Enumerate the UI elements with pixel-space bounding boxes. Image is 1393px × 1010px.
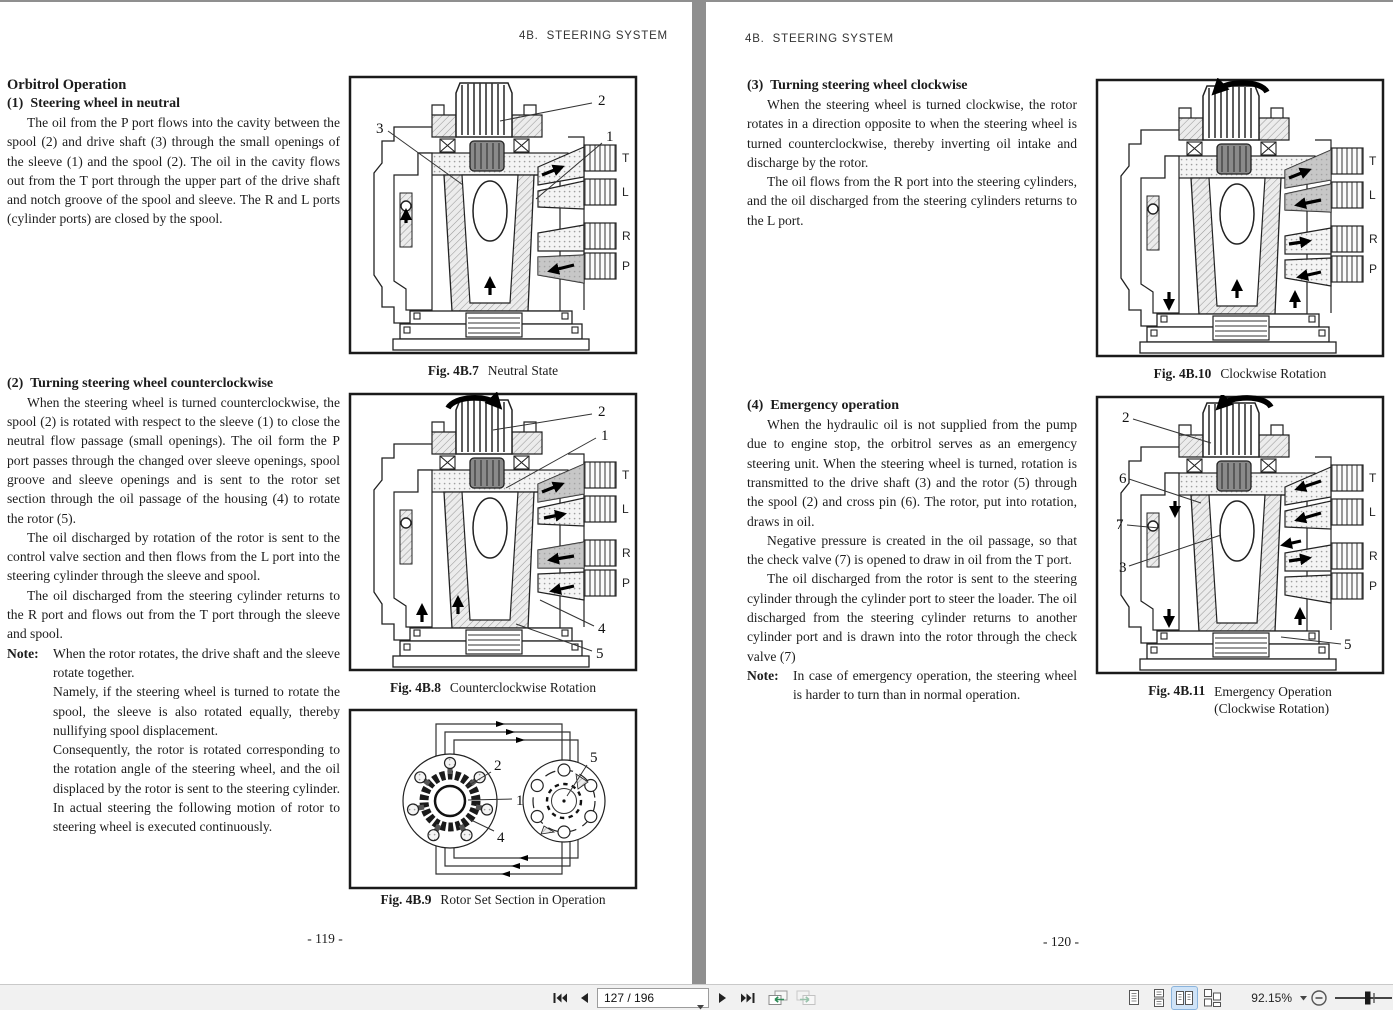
callout-1: 1	[601, 428, 609, 444]
zoom-slider-graphic	[1334, 987, 1393, 1009]
next-page-button[interactable]	[714, 987, 732, 1009]
page-number-120: - 120 -	[1043, 934, 1079, 949]
zoom-out-button[interactable]	[1309, 987, 1329, 1009]
figure-4b7	[348, 75, 638, 355]
callout-5: 5	[590, 750, 598, 766]
caption-text: Neutral State	[487, 363, 559, 378]
port-r-label: R	[1369, 232, 1378, 246]
note-body	[53, 644, 340, 837]
s3-paragraph-1: When the steering wheel is turned clockwise, the rotor rotates in a direction opposite to when the steering wheel is turned counterclockwise, thereby inverting oil intake and discharge by the rotor.	[747, 97, 1077, 170]
callout-3: 3	[376, 121, 384, 137]
zoom-slider-handle	[1365, 992, 1371, 1005]
figure-4b10	[1095, 78, 1385, 358]
zoom-slider[interactable]	[1334, 987, 1393, 1009]
document-page-119	[0, 2, 692, 984]
callout-2: 2	[1122, 410, 1130, 426]
callout-2: 2	[598, 404, 606, 420]
next-view-icon	[795, 989, 817, 1007]
port-t-label: T	[622, 468, 630, 482]
two-page-view-button[interactable]	[1172, 987, 1197, 1009]
figure-4b11-drawing	[1095, 395, 1385, 675]
caption-label: Fig. 4B.11	[1148, 683, 1206, 698]
two-page-view-icon	[1174, 988, 1195, 1008]
single-page-view-icon	[1124, 988, 1144, 1008]
s1-heading: (1) Steering wheel in neutral	[7, 96, 181, 111]
previous-view-icon	[767, 989, 789, 1007]
s4-paragraph-3: The oil discharged from the rotor is sent to the steering cylinder through the cylinder port to steer the loader. The oil discharged from the steering cylinder returns to another cylinder port and is drawn into the rotor through the check valve (7)	[747, 571, 1077, 664]
port-p-label: P	[622, 576, 631, 590]
callout-5: 5	[596, 646, 604, 662]
figure-4b7-caption	[348, 363, 638, 379]
s3-heading: (3) Turning steering wheel clockwise	[747, 78, 968, 93]
caption-text: Counterclockwise Rotation	[449, 680, 597, 695]
section-title: Orbitrol Operation	[7, 77, 127, 93]
port-l-label: L	[1369, 505, 1376, 519]
s2-paragraph-3: The oil discharged from the steering cylinder returns to the R port and flows out from the T port through the sleeve and spool.	[7, 587, 340, 642]
callout-2: 2	[598, 93, 606, 109]
next-page-icon	[716, 990, 730, 1006]
viewer-toolbar	[0, 984, 1393, 1010]
page-number-input[interactable]	[598, 989, 690, 1007]
caption-label: Fig. 4B.7	[427, 363, 479, 378]
note-label: Note:	[747, 667, 779, 683]
figure-4b8	[348, 392, 638, 672]
zoom-out-icon	[1310, 989, 1328, 1007]
last-page-icon	[739, 990, 757, 1006]
page-dropdown-caret-icon[interactable]	[696, 997, 705, 1010]
figure-4b10-caption	[1095, 366, 1385, 382]
port-p-label: P	[1369, 579, 1378, 593]
note-block	[7, 644, 340, 837]
port-p-label: P	[1369, 262, 1378, 276]
s4-paragraph-2: Negative pressure is created in the oil passage, so that the check valve (7) is opened to draw in oil from the T port.	[747, 532, 1077, 568]
port-r-label: R	[622, 546, 631, 560]
callout-7: 7	[1116, 517, 1124, 533]
port-l-label: L	[622, 502, 629, 516]
page-number-box	[597, 988, 709, 1008]
figure-4b7-drawing	[348, 75, 638, 355]
note-block	[747, 666, 1077, 705]
page-number-119: - 119 -	[307, 931, 343, 946]
port-t-label: T	[1369, 154, 1377, 168]
s2-heading: (2) Turning steering wheel counterclockwise	[7, 375, 274, 391]
callout-3: 3	[1119, 560, 1127, 576]
figure-4b11-caption	[1095, 683, 1385, 717]
right-text-column	[747, 76, 1077, 705]
first-page-icon	[551, 990, 569, 1006]
note-label: Note:	[7, 645, 39, 661]
port-r-label: R	[622, 229, 631, 243]
figure-4b11	[1095, 395, 1385, 675]
caption-label: Fig. 4B.9	[380, 892, 432, 907]
document-page-120	[706, 2, 1393, 984]
caption-text-line2: (Clockwise Rotation)	[1214, 701, 1330, 716]
s4-heading: (4) Emergency operation	[747, 398, 900, 414]
caption-text: Clockwise Rotation	[1220, 366, 1327, 381]
note-paragraph-3: Consequently, the rotor is rotated corresponding to the rotation angle of the steering wheel, and the oil displaced by the rotor is sent to the steering cylinder. In actual steering the following motion of rotor to steering wheel is executed continuously.	[53, 742, 340, 835]
s3-paragraph-2: The oil flows from the R port into the steering cylinders, and the oil discharged from the steering cylinders returns to the L port.	[747, 174, 1077, 228]
caption-text: Rotor Set Section in Operation	[440, 892, 606, 907]
figure-4b9-caption	[348, 892, 638, 908]
figure-4b9	[348, 708, 638, 890]
running-header: 4B. STEERING SYSTEM	[519, 30, 668, 42]
last-page-button[interactable]	[737, 987, 759, 1009]
next-view-button[interactable]	[794, 987, 818, 1009]
callout-5: 5	[1344, 637, 1352, 653]
rotor-set-section	[523, 760, 605, 842]
callout-1: 1	[516, 793, 524, 809]
spool-sleeve-section	[403, 754, 497, 848]
caption-text-line1: Emergency Operation	[1214, 684, 1332, 699]
figure-4b9-drawing	[348, 708, 638, 890]
s2-paragraph-2: The oil discharged by rotation of the rotor is sent to the control valve section and then flows from the L port into the steering cylinder through the sleeve and spool.	[7, 529, 340, 584]
figure-4b10-drawing	[1095, 78, 1385, 358]
previous-page-icon	[577, 990, 591, 1006]
single-page-view-button[interactable]	[1122, 987, 1145, 1009]
zoom-dropdown-caret-icon[interactable]	[1297, 987, 1309, 1009]
first-page-button[interactable]	[549, 987, 571, 1009]
note-paragraph-2: Namely, if the steering wheel is turned to rotate the spool, the sleeve is also rotated equally, thereby nullifying spool displacement.	[53, 684, 340, 738]
port-t-label: T	[622, 151, 630, 165]
running-header: 4B. STEERING SYSTEM	[745, 33, 894, 45]
note-body	[793, 666, 1077, 705]
two-page-continuous-view-button[interactable]	[1200, 987, 1225, 1009]
caption-label: Fig. 4B.10	[1153, 366, 1212, 381]
left-text-column	[7, 76, 340, 837]
note-paragraph-1: In case of emergency operation, the steering wheel is harder to turn than in normal operation.	[793, 667, 1077, 703]
two-page-continuous-view-icon	[1202, 988, 1223, 1008]
caption-text-block	[1214, 683, 1332, 717]
zoom-level-value[interactable]: 92.15%	[1251, 991, 1292, 1005]
callout-2: 2	[494, 758, 502, 774]
port-p-label: P	[622, 259, 631, 273]
callout-6: 6	[1119, 471, 1127, 487]
s1-paragraph: The oil from the P port flows into the cavity between the spool (2) and drive shaft (3) through the small openings of the sleeve (1) and the spool (2). The oil in the cavity flows out from the T port through the upper part of the drive shaft and notch groove of the spool and sleeve. The R and L ports (cylinder ports) are closed by the spool.	[7, 115, 340, 227]
s4-paragraph-1: When the hydraulic oil is not supplied from the pump due to engine stop, the orbitrol serves as an emergency steering unit. When the steering wheel is turned, rotation is transmitted to the drive shaft (3) and the rotor (5) through the spool (2) and cross pin (6). The rotor, put into rotation, draws in oil.	[747, 417, 1077, 529]
note-paragraph-1: When the rotor rotates, the drive shaft and the sleeve rotate together.	[53, 645, 340, 680]
previous-page-button[interactable]	[575, 987, 593, 1009]
continuous-view-button[interactable]	[1147, 987, 1170, 1009]
figure-4b8-caption	[348, 680, 638, 696]
s2-paragraph-1: When the steering wheel is turned counterclockwise, the spool (2) is rotated with respect to the sleeve (1) to close the neutral flow passage (small openings). The oil form the P port passes through the changed over sleeve openings, spool groove and sleeve openings and is sent to the rotor set section through the oil passage of the housing (4) to rotate the rotor (5).	[7, 394, 340, 526]
port-r-label: R	[1369, 549, 1378, 563]
port-l-label: L	[622, 185, 629, 199]
port-t-label: T	[1369, 471, 1377, 485]
port-l-label: L	[1369, 188, 1376, 202]
caption-label: Fig. 4B.8	[389, 680, 441, 695]
callout-4: 4	[497, 830, 505, 846]
previous-view-button[interactable]	[766, 987, 790, 1009]
callout-1: 1	[606, 129, 614, 145]
figure-4b8-drawing	[348, 392, 638, 672]
callout-4: 4	[598, 621, 606, 637]
continuous-view-icon	[1149, 988, 1169, 1008]
